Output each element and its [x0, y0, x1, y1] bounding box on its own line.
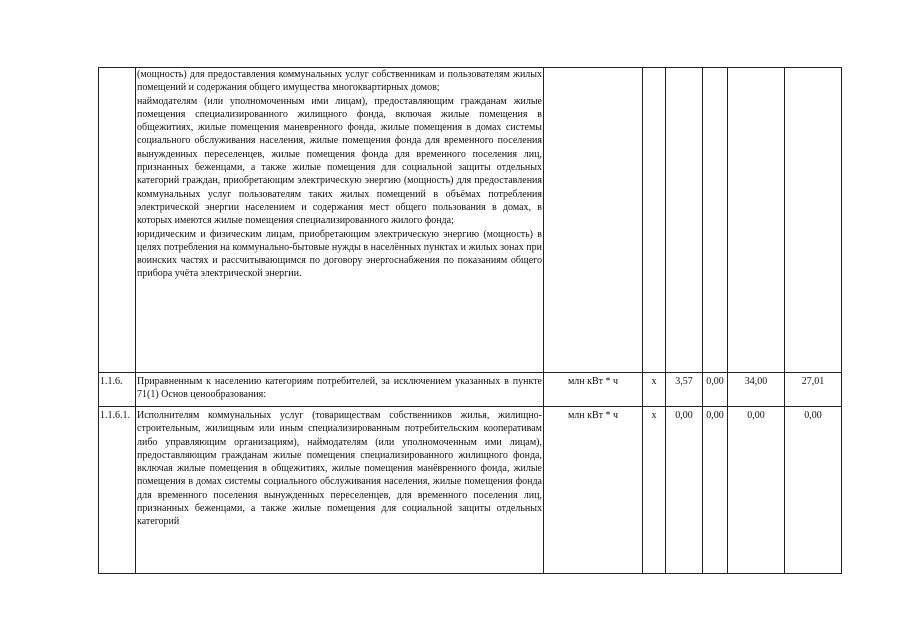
paragraph: (мощность) для предоставления коммунальных услуг собственникам и пользователям жилых помещений и содержания общего имущества многоквартирных домов;: [137, 69, 542, 94]
value-cell: [666, 68, 703, 373]
table-row: [99, 373, 842, 407]
value-cell: [728, 68, 785, 373]
row-number: [99, 68, 136, 373]
tariff-table: [98, 67, 842, 574]
value-cell: 0,00: [785, 407, 842, 574]
value-cell: х: [643, 407, 666, 574]
value-cell: 27,01: [785, 373, 842, 407]
unit-cell: [544, 68, 643, 373]
unit-cell: млн кВт * ч: [544, 373, 643, 407]
row-description: [136, 68, 544, 373]
value-cell: 0,00: [728, 407, 785, 574]
value-cell: 0,00: [703, 407, 728, 574]
paragraph: юридическим и физическим лицам, приобретающим электрическую энергию (мощность) в целях потребления на коммунально-бытовые нужды в населённых пунктах и жилых зонах при воинских частях и рассчитывающимся по договору энергоснабжения по показаниям общего прибора учёта электрической энергии.: [137, 228, 542, 280]
row-description: [136, 373, 544, 407]
value-cell: 0,00: [703, 373, 728, 407]
paragraph: Исполнителям коммунальных услуг (товариществам собственников жилья, жилищно-строительным, жилищным или иным специализированным потребительским кооперативам либо управляющим организациям), наймодателям (или уполномоченным ими лицам), предоставляющим гражданам жилые помещения специализированного жилищного фонда, включая жилые помещения в общежитиях, жилые помещения манёвренного фонда, жилые помещения в домах системы социального обслуживания населения, жилые помещения фонда для временного поселения вынужденных переселенцев, для временного поселения лиц, признанных беженцами, а также жилые помещения для социальной защиты отдельных категорий: [137, 410, 542, 528]
value-cell: 34,00: [728, 373, 785, 407]
row-description: [136, 407, 544, 574]
value-cell: х: [643, 373, 666, 407]
paragraph: Приравненным к населению категориям потребителей, за исключением указанных в пункте 71(1) Основ ценообразования:: [137, 376, 542, 401]
value-cell: [643, 68, 666, 373]
value-cell: 0,00: [666, 407, 703, 574]
table-row: [99, 68, 842, 373]
value-cell: 3,57: [666, 373, 703, 407]
paragraph: наймодателям (или уполномоченным ими лицам), предоставляющим гражданам жилые помещения специализированного жилищного фонда, включая жилые помещения в общежитиях, жилые помещения маневренного фонда, жилые помещения в домах системы социального обслуживания населения, жилые помещения фонда для временного поселения вынужденных переселенцев, жилые помещения фонда для временного поселения лиц, признанных беженцами, а также жилые помещения для социальной защиты отдельных категорий граждан, приобретающим электрическую энергию (мощность) для предоставления коммунальных услуг пользователям таких жилых помещений в объёмах потребления электрической энергии населением и содержания мест общего пользования в домах, в которых имеются жилые помещения специализированного жилого фонда;: [137, 95, 542, 227]
value-cell: [703, 68, 728, 373]
row-number: 1.1.6.: [99, 373, 136, 407]
table-row: [99, 407, 842, 574]
value-cell: [785, 68, 842, 373]
unit-cell: млн кВт * ч: [544, 407, 643, 574]
row-number: 1.1.6.1.: [99, 407, 136, 574]
